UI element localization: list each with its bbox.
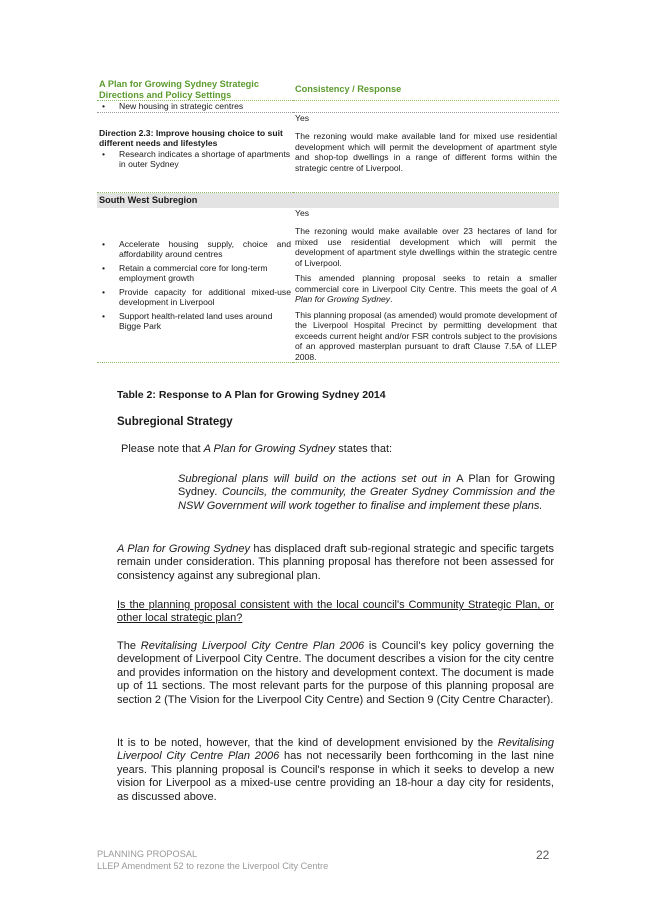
yes-label: Yes <box>295 207 310 218</box>
page-footer <box>97 848 328 872</box>
question-heading: Is the planning proposal consistent with the local council's Community Strategic Plan, or other local strategic plan? <box>117 599 554 625</box>
table-header-row <box>97 79 559 101</box>
response-table <box>97 79 559 363</box>
footer-title: PLANNING PROPOSAL <box>97 849 198 859</box>
table-row <box>97 112 559 193</box>
response-text: The rezoning would make available over 23 hectares of land for mixed use residential development which will permit the development of apartment style dwellings within the strategic centre of Liverpool. <box>295 226 557 268</box>
list-item: • Accelerate housing supply, choice and affordability around centres <box>119 239 291 260</box>
response-text: The rezoning would make available land for mixed use residential development which will permit the development of apartment style and shop-top dwellings in a range of different forms within the strategic centre of Liverpool. <box>295 131 557 173</box>
section-heading: Subregional Strategy <box>117 416 233 428</box>
page-number: 22 <box>536 848 550 862</box>
footer-subtitle: LLEP Amendment 52 to rezone the Liverpool City Centre <box>97 861 329 871</box>
table-row <box>97 208 559 363</box>
list-item: • Retain a commercial core for long-term employment growth <box>119 263 291 284</box>
table-caption: Table 2: Response to A Plan for Growing Sydney 2014 <box>117 389 386 401</box>
direction-title: Direction 2.3: Improve housing choice to suit different needs and lifestyles <box>99 127 283 148</box>
list-item: • Provide capacity for additional mixed-use development in Liverpool <box>119 287 291 308</box>
paragraph: A Plan for Growing Sydney has displaced draft sub-regional strategic and specific targets remain under consideration. This planning proposal has therefore not been assessed for consistency against any subregional plan. <box>117 543 554 582</box>
response-text: This planning proposal (as amended) would promote development of the Liverpool Hospital Precinct by permitting development that exceeds current height and/or FSR controls subject to the provisions of an approved masterplan pursuant to draft Clause 7.5A of LLEP 2008. <box>295 309 557 362</box>
band-label: South West Subregion <box>97 193 559 208</box>
yes-label: Yes <box>295 112 310 123</box>
paragraph: It is to be noted, however, that the kind of development envisioned by the Revitalising Liverpool City Centre Plan 2006 has not necessarily been forthcoming in the last nine years. This planning proposal is Council's response in which it seeks to develop a new vision for Liverpool as a mixed-use centre providing an 18-hour a day city for residents, as discussed above. <box>117 737 555 803</box>
subregion-band <box>97 193 559 208</box>
paragraph: The Revitalising Liverpool City Centre Plan 2006 is Council's key policy governing the development of Liverpool City Centre. The document describes a vision for the city centre and provides information on the history and development context. The document is made up of 11 sections. The most relevant parts for the purpose of this planning proposal are section 2 (The Vision for the Liverpool City Centre) and Section 9 (City Centre Character). <box>117 640 554 706</box>
intro-paragraph: Please note that A Plan for Growing Sydney states that: <box>121 443 393 455</box>
list-item: • Research indicates a shortage of apartments in outer Sydney <box>119 149 291 170</box>
list-item: • Support health-related land uses around Bigge Park <box>119 311 291 332</box>
response-text: This amended planning proposal seeks to retain a smaller commercial core in Liverpool City Centre. This meets the goal of A Plan for Growing Sydney. <box>295 273 557 304</box>
col2-header: Consistency / Response <box>295 84 402 95</box>
table-row <box>97 101 559 113</box>
quote-block: Subregional plans will build on the actions set out in A Plan for Growing Sydney. Councils, the community, the Greater Sydney Commission and the NSW Government will work together to finalise and implement these plans. <box>178 473 555 512</box>
list-item: • New housing in strategic centres <box>119 101 291 112</box>
col1-header: A Plan for Growing Sydney Strategic Directions and Policy Settings <box>99 79 259 100</box>
